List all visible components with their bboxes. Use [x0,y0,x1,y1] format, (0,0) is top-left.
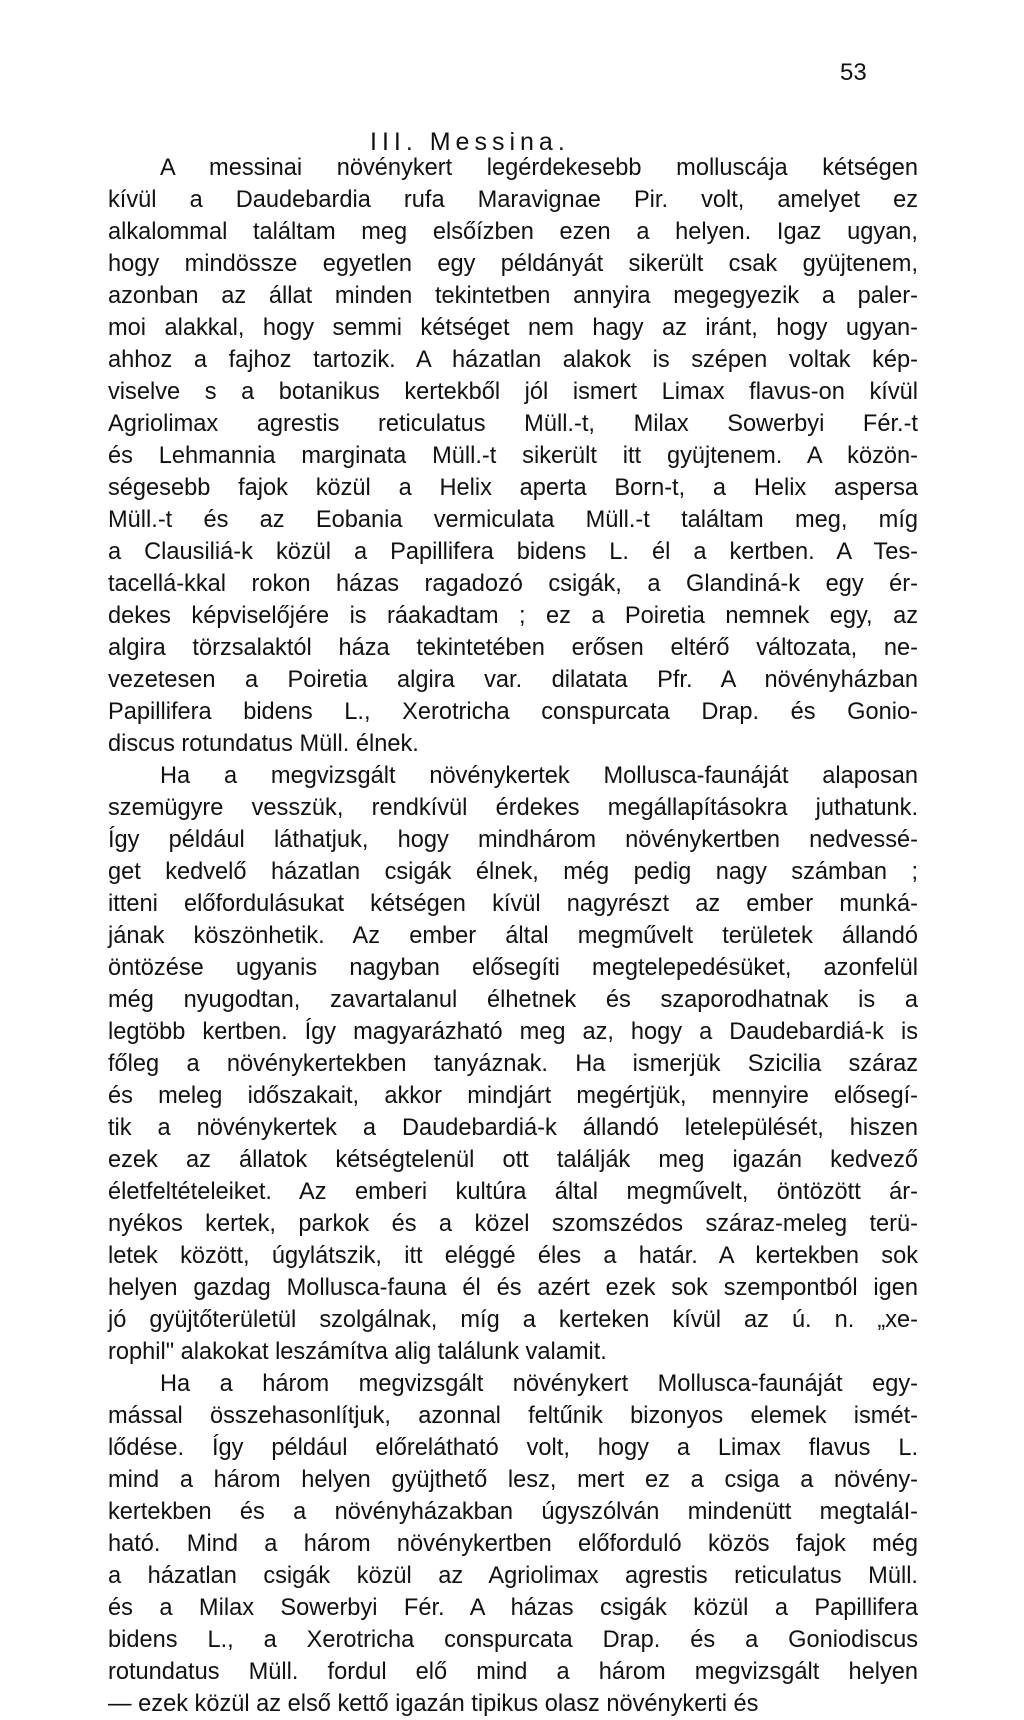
text-line: letek között, úgylátszik, itt eléggé éles a határ. A kertekben sok [108,1243,918,1269]
text-line: jának köszönhetik. Az ember által megművelt területek állandó [108,923,918,949]
text-line: kívül a Daudebardia rufa Maravignae Pir. volt, amelyet ez [108,187,918,213]
text-line: kertekben és a növényházakban úgyszólván mindenütt megtaláI- [108,1499,918,1525]
text-line: azonban az állat minden tekintetben annyira megegyezik a paler- [108,283,918,309]
text-line: rotundatus Müll. fordul elő mind a három megvizsgált helyen [108,1659,918,1685]
text-line: jó gyüjtőterületül szolgálnak, míg a kerteken kívül az ú. n. „xe- [108,1307,918,1333]
body-text [108,152,918,1720]
text-line: legtöbb kertben. Így magyarázható meg az, hogy a Daudebardiá-k is [108,1019,918,1045]
text-line: Ha a megvizsgált növénykertek Mollusca-faunáját alaposan [160,763,918,789]
paragraph [108,152,918,760]
text-line: ezek az állatok kétségtelenül ott találják meg igazán kedvező [108,1147,918,1173]
text-line: Papillifera bidens L., Xerotricha conspurcata Drap. és Gonio- [108,699,918,725]
text-line: tacellá-kkal rokon házas ragadozó csigák, a Glandiná-k egy ér- [108,571,918,597]
text-line: ható. Mind a három növénykertben előforduló közös fajok még [108,1531,918,1557]
text-line: dekes képviselőjére is ráakadtam ; ez a Poiretia nemnek egy, az [108,603,918,629]
text-line: helyen gazdag Mollusca-fauna él és azért ezek sok szempontból igen [108,1275,918,1301]
page-number: 53 [840,59,867,86]
text-line: életfeltételeiket. Az emberi kultúra által megművelt, öntözött ár- [108,1179,918,1205]
text-line: főleg a növénykertekben tanyáznak. Ha ismerjük Szicilia száraz [108,1051,918,1077]
text-line: hogy mindössze egyetlen egy példányát sikerült csak gyüjtenem, [108,251,918,277]
text-line: nyékos kertek, parkok és a közel szomszédos száraz-meleg terü- [108,1211,918,1237]
text-line: viselve s a botanikus kertekből jól ismert Limax flavus-on kívül [108,379,918,405]
text-line: lődése. Így például előrelátható volt, hogy a Limax flavus L. [108,1435,918,1461]
paragraph [108,760,918,1368]
text-line: mind a három helyen gyüjthető lesz, mert ez a csiga a növény- [108,1467,918,1493]
text-line: Ha a három megvizsgált növénykert Mollusca-faunáját egy- [160,1371,918,1397]
text-line: a Clausiliá-k közül a Papillifera bidens L. él a kertben. A Tes- [108,539,918,565]
text-line: alkalommal találtam meg elsőízben ezen a helyen. Igaz ugyan, [108,219,918,245]
text-line: itteni előfordulásukat kétségen kívül nagyrészt az ember munká- [108,891,918,917]
text-line: vezetesen a Poiretia algira var. dilatata Pfr. A növényházban [108,667,918,693]
text-line: bidens L., a Xerotricha conspurcata Drap. és a Goniodiscus [108,1627,918,1653]
text-line: Így például láthatjuk, hogy mindhárom növénykertben nedvessé- [108,827,918,853]
text-line: A messinai növénykert legérdekesebb molluscája kétségen [160,155,918,181]
text-line: ahhoz a fajhoz tartozik. A házatlan alakok is szépen voltak kép- [108,347,918,373]
text-line: szemügyre vesszük, rendkívül érdekes megállapításokra juthatunk. [108,795,918,821]
text-line: és meleg időszakait, akkor mindjárt megértjük, mennyire elősegí- [108,1083,918,1109]
text-line: mással összehasonlítjuk, azonnal feltűnik bizonyos elemek ismét- [108,1403,918,1429]
text-line: Müll.-t és az Eobania vermiculata Müll.-t találtam meg, míg [108,507,918,533]
text-line: rophil" alakokat leszámítva alig találunk valamit. [108,1339,607,1365]
text-line: és a Milax Sowerbyi Fér. A házas csigák közül a Papillifera [108,1595,918,1621]
text-line: moi alakkal, hogy semmi kétséget nem hagy az iránt, hogy ugyan- [108,315,918,341]
text-line: ségesebb fajok közül a Helix aperta Born-t, a Helix aspersa [108,475,918,501]
text-line: algira törzsalaktól háza tekintetében erősen eltérő változata, ne- [108,635,918,661]
text-line: discus rotundatus Müll. élnek. [108,731,419,757]
text-line: és Lehmannia marginata Müll.-t sikerült itt gyüjtenem. A közön- [108,443,918,469]
text-line: öntözése ugyanis nagyban elősegíti megtelepedésüket, azonfelül [108,955,918,981]
section-title: III. Messina. [370,128,570,156]
text-line: tik a növénykertek a Daudebardiá-k állandó letelepülését, hiszen [108,1115,918,1141]
paragraph [108,1368,918,1720]
text-line: Agriolimax agrestis reticulatus Müll.-t, Milax Sowerbyi Fér.-t [108,411,918,437]
text-line: még nyugodtan, zavartalanul élhetnek és szaporodhatnak is a [108,987,918,1013]
text-line: a házatlan csigák közül az Agriolimax agrestis reticulatus Müll. [108,1563,918,1589]
text-line: — ezek közül az első kettő igazán tipikus olasz növénykerti és [108,1691,759,1717]
text-line: get kedvelő házatlan csigák élnek, még pedig nagy számban ; [108,859,918,885]
